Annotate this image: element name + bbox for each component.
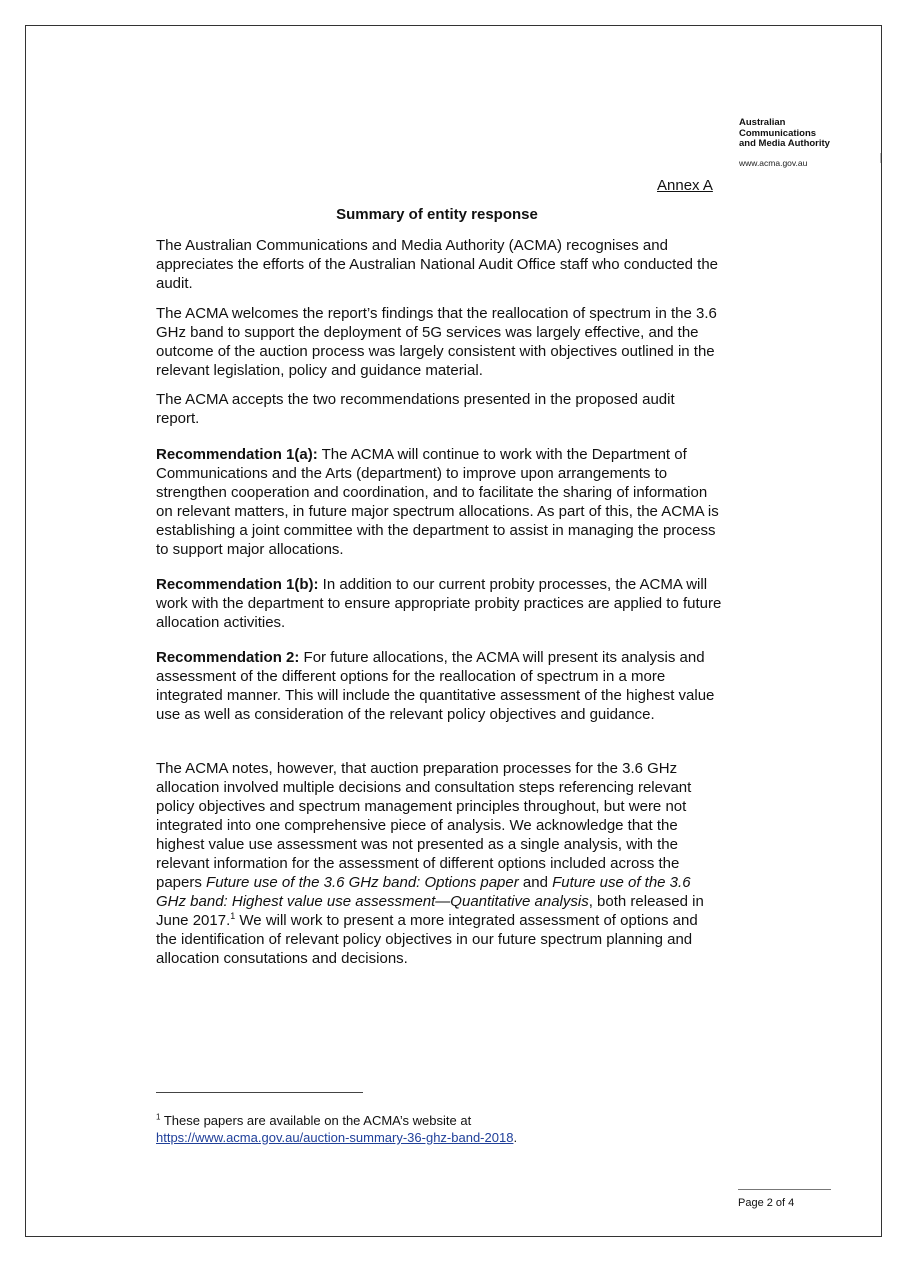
- page-title: Summary of entity response: [336, 206, 538, 223]
- paragraph-text: The Australian Communications and Media Authority (ACMA) recognises and appreciates the efforts of the Australian National Audit Office staff who conducted the audit.: [156, 237, 719, 292]
- org-line-2: Communications: [739, 127, 817, 139]
- paper-title-hvu: Future use of the 3.6 GHz band: Highest value use assessment—Quantitative analysis: [156, 874, 691, 910]
- footnote-text: These papers are available on the ACMA’s website at: [160, 1113, 472, 1128]
- recommendation-text: The ACMA will continue to work with the Department of Communications and the Arts (department) to improve upon arrangements to strengthen cooperation and coordination, and to facilitate the sharing of information on relevant matters, in future major spectrum allocations. As part of this, the ACMA is establishing a joint committee with the department to assist in managing the process to support major allocations.: [156, 446, 719, 558]
- annex-label: Annex A: [657, 177, 713, 194]
- recommendation-1b: [156, 575, 722, 632]
- paragraph-text: The ACMA accepts the two recommendations presented in the proposed audit report.: [156, 391, 675, 427]
- org-line-3: and Media Authority: [739, 138, 830, 149]
- footnote: [156, 1112, 517, 1146]
- org-line-1: Australian: [739, 117, 786, 128]
- org-website: www.acma.gov.au: [739, 158, 808, 168]
- recommendation-label: Recommendation 2:: [156, 649, 300, 666]
- recommendation-label: Recommendation 1(a):: [156, 446, 318, 463]
- recommendation-label: Recommendation 1(b):: [156, 576, 319, 593]
- page-number: Page 2 of 4: [738, 1197, 795, 1209]
- paper-title-options: Future use of the 3.6 GHz band: Options paper: [206, 874, 519, 891]
- paragraph-intro: [156, 236, 722, 293]
- footnote-marker: 1: [156, 1112, 161, 1122]
- footnote-divider: [156, 1092, 363, 1093]
- notes-text-a: The ACMA notes, however, that auction preparation processes for the 3.6 GHz allocation involved multiple decisions and consultation steps referencing relevant policy objectives and spectrum management principles throughout, but were not integrated into one comprehensive piece of analysis. We acknowledge that the highest value use assessment was not presented as a single analysis, with the relevant information for the assessment of different options included across the papers: [156, 760, 692, 891]
- recommendation-1a: [156, 445, 722, 559]
- footnote-period: .: [513, 1130, 518, 1145]
- edge-mark: [880, 153, 881, 163]
- notes-text-c: We will work to present a more integrated assessment of options and the identification of relevant policy objectives in our future spectrum planning and allocation consutations and decisions.: [156, 912, 698, 967]
- notes-text-b: , both released in June 2017.: [156, 893, 704, 929]
- recommendation-text: For future allocations, the ACMA will present its analysis and assessment of the different options for the reallocation of spectrum in a more integrated manner. This will include the quantitative assessment of the highest value use as well as consideration of the relevant policy objectives and guidance.: [156, 649, 715, 723]
- paragraph-text: The ACMA welcomes the report’s findings that the reallocation of spectrum in the 3.6 GHz band to support the deployment of 5G services was largely effective, and the outcome of the auction process was largely consistent with objectives outlined in the relevant legislation, policy and guidance material.: [156, 305, 717, 379]
- page-number-divider: [738, 1189, 831, 1190]
- footnote-reference[interactable]: 1: [230, 911, 236, 921]
- paragraph-findings: [156, 304, 722, 380]
- paragraph-notes: [156, 759, 722, 968]
- notes-and: and: [518, 874, 553, 891]
- recommendation-text: In addition to our current probity processes, the ACMA will work with the department to ensure appropriate probity practices are applied to future allocation activities.: [156, 576, 722, 631]
- recommendation-2: [156, 648, 722, 724]
- paragraph-accepts: [156, 390, 722, 428]
- org-logo-text: [739, 118, 830, 150]
- footnote-link[interactable]: https://www.acma.gov.au/auction-summary-36-ghz-band-2018: [156, 1130, 514, 1145]
